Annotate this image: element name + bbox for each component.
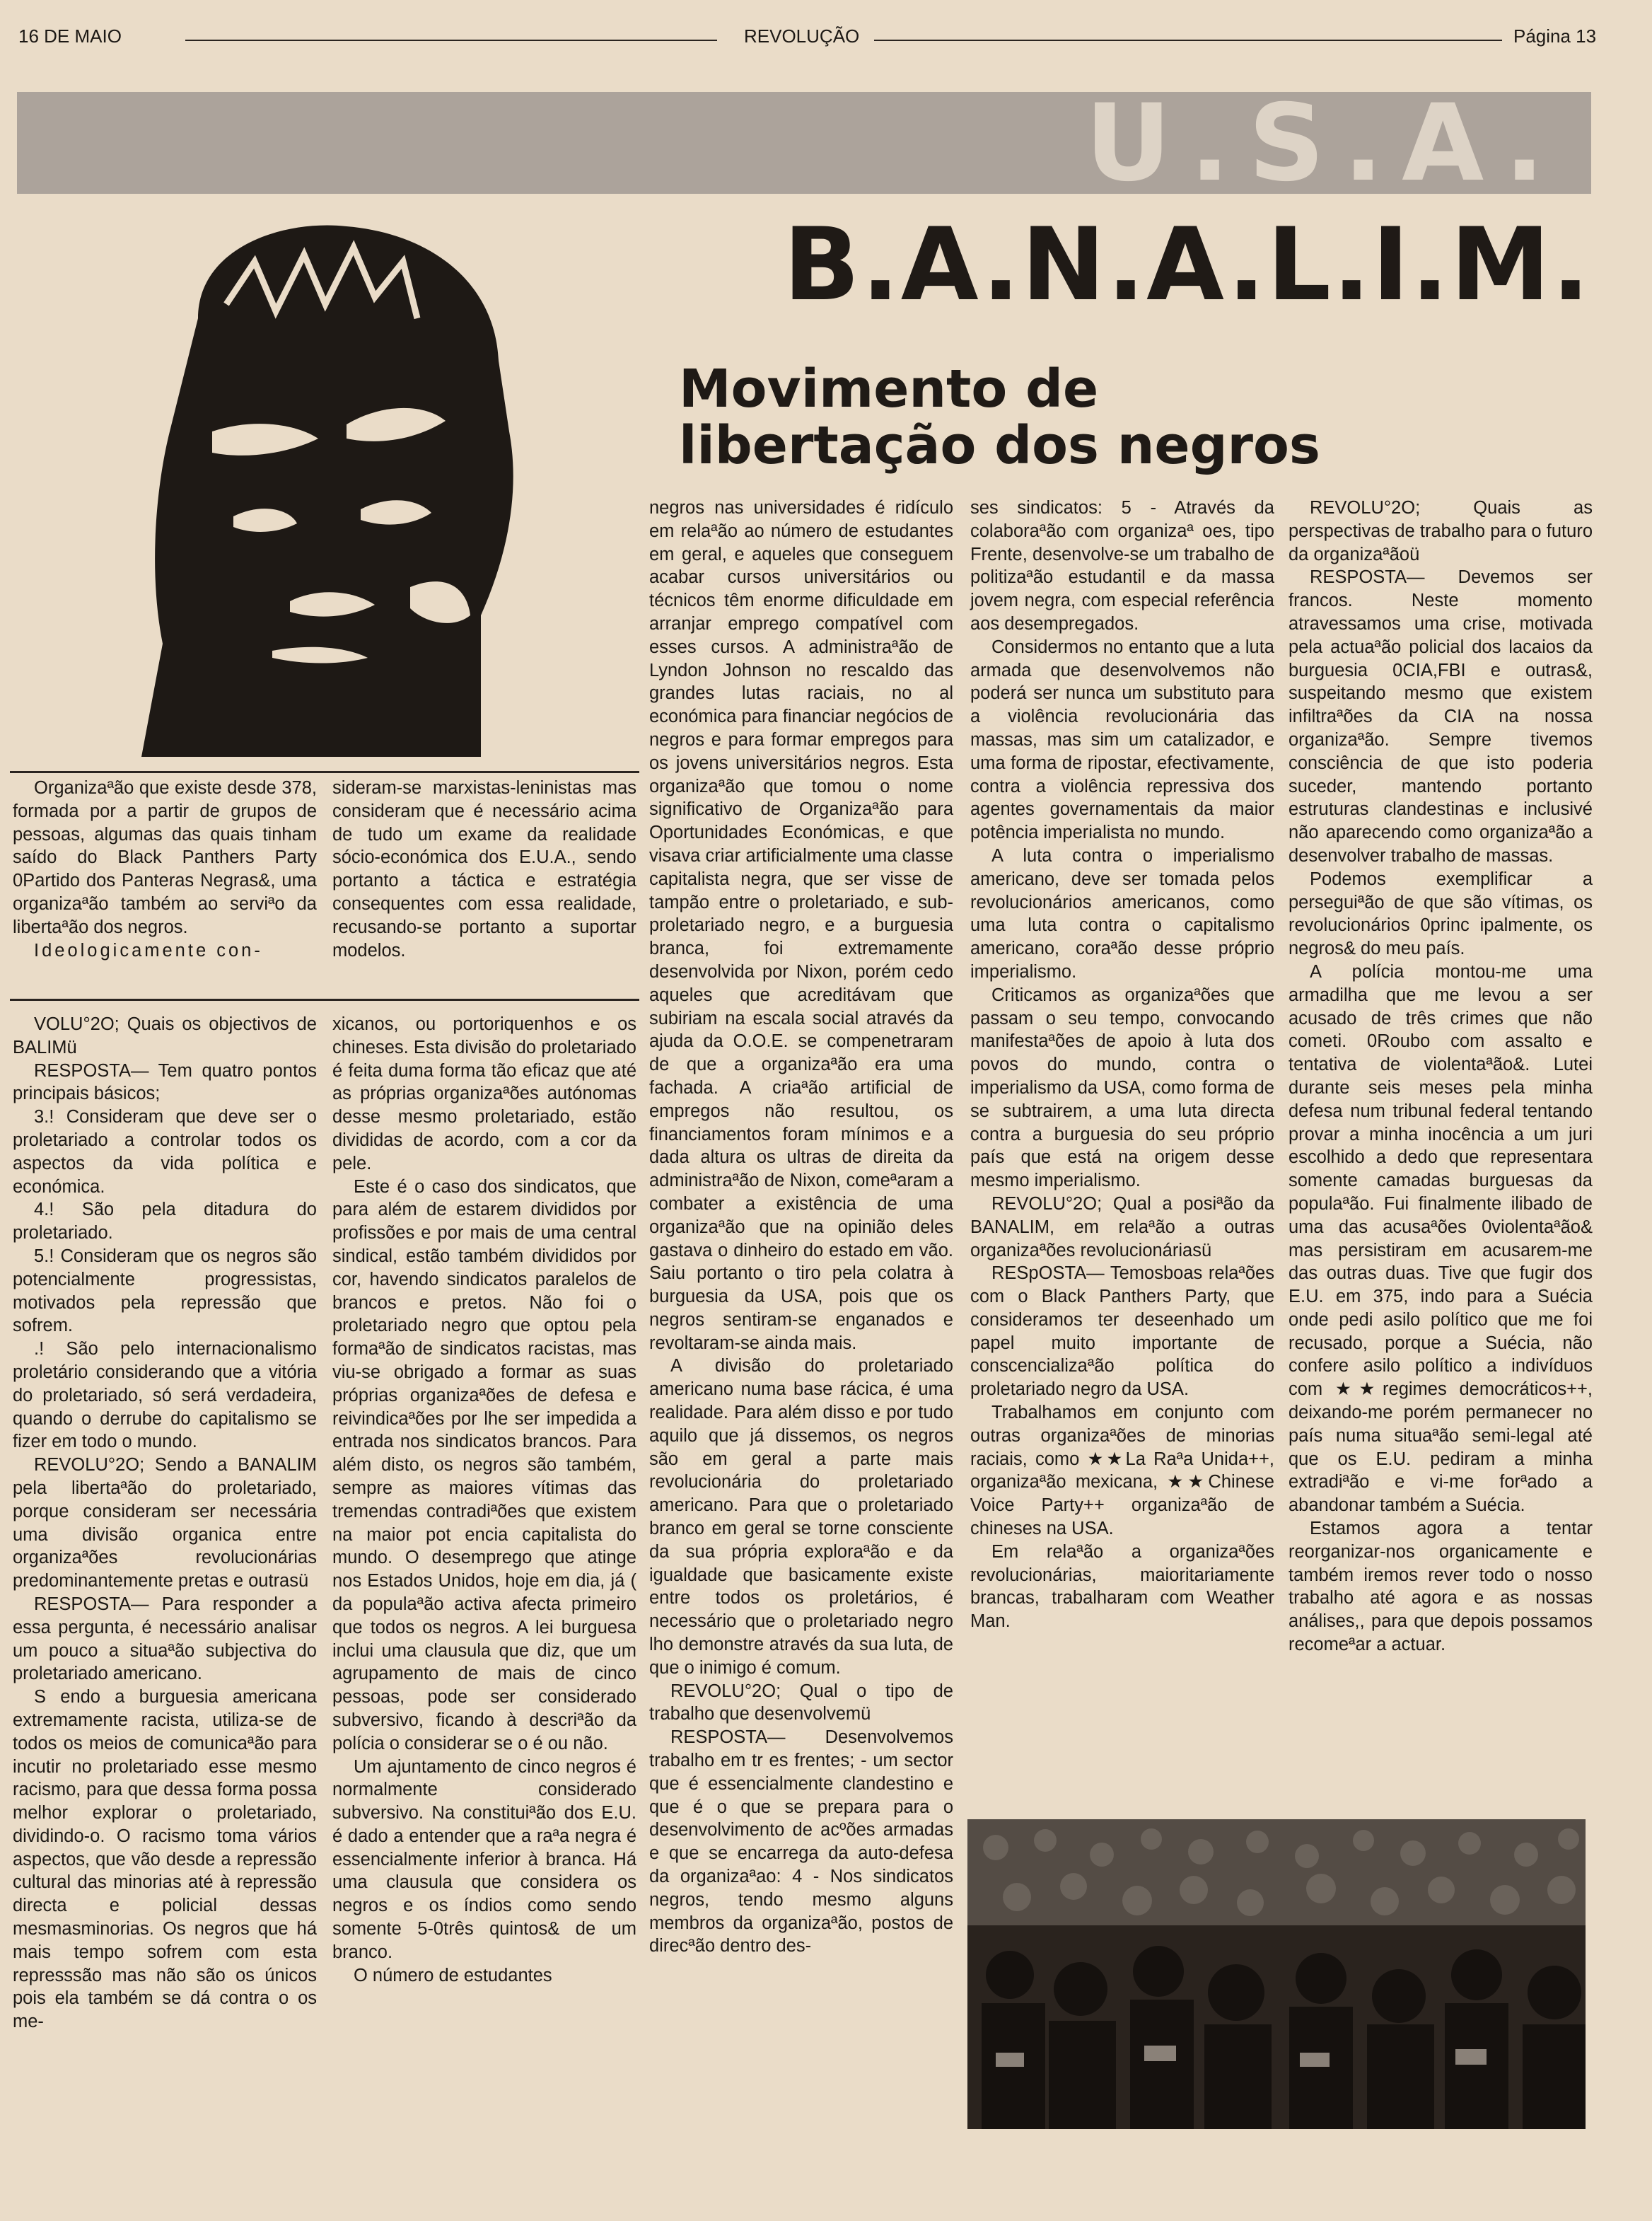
body-paragraph: xicanos, ou portoriquenhos e os chineses. Esta divisão do proletariado é feita duma forma tão eficaz que até as próprias organizaªões autónomas desse mesmo proletariado, estão divididas de acordo, com a cor da pele.	[332, 1014, 636, 1173]
body-column-5	[1289, 497, 1593, 1657]
body-paragraph: Considermos no entanto que a luta armada que desenvolvemos não poderá ser nunca um substituto para a violência revolucionária das massas, mas sim um catalizador, e uma forma de ripostar, efectivamente, contra a violência repressiva dos agentes governamentais da maior potência imperialista no mundo.	[970, 637, 1274, 843]
header-rule-left	[185, 40, 717, 41]
issue-date: 16 DE MAIO	[18, 25, 122, 47]
publication-name: REVOLUÇÃO	[744, 25, 860, 47]
body-paragraph: O número de estudantes	[354, 1965, 552, 1985]
body-paragraph: Podemos exemplificar a perseguiªão de que são vítimas, os revolucionários 0princ ipalmente, os negros& do meu país.	[1289, 869, 1593, 959]
subtitle-line-2: libertação dos negros	[679, 415, 1320, 476]
body-paragraph: Em relaªão a organizaªões revolucionárias, maioritariamente brancas, trabalharam com Weather Man.	[970, 1541, 1274, 1632]
body-column-2	[332, 1013, 636, 1987]
body-paragraph: Um ajuntamento de cinco negros é normalmente considerado subversivo. Na constituiªão dos E.U. é dado a entender que a raªa negra é essencialmente inferior à branca. Há uma clausula que considera os negros e os índios como sendo somente 5-0três quintos& de um branco.	[332, 1756, 636, 1962]
body-paragraph: REVOLU°2O; Sendo a BANALIM pela libertaªão do proletariado, porque consideram ser necessária uma divisão organica entre organizaªões revolucionárias predominantemente pretas e outrasü	[13, 1455, 317, 1591]
body-column-3	[649, 497, 953, 1958]
intro-bottom-rule	[10, 999, 639, 1001]
intro-column-1	[13, 777, 317, 962]
subtitle-line-1: Movimento de	[679, 359, 1099, 419]
body-paragraph: RESPOSTA— Tem quatro pontos principais básicos;	[13, 1060, 317, 1104]
portrait-illustration	[113, 219, 537, 762]
body-paragraph: A polícia montou-me uma armadilha que me levou a ser acusado de três crimes que não cometi. 0Roubo com assalto e tentativa de violentaªão&. Lutei durante seis meses pela minha defesa num tribunal federal tentando provar a minha inocência a um juri escolhido a dedo que representara somente camadas burguesas da populaªão. Fui finalmente ilibado de uma das acusaªões 0violentaªão& mas persistiram em acusarem-me das outras duas. Tive que fugir dos E.U. em 375, indo para a Suécia onde pedi asilo político que me foi recusado, porque a Suécia, não confere asilo político a indivíduos com ★★regimes democráticos++, deixando-me porém permanecer no país numa situaªão semi-legal até que os E.U. pediram a minha extradiªão e vi-me forªado a abandonar também a Suécia.	[1289, 961, 1593, 1516]
body-paragraph: S endo a burguesia americana extremamente racista, utiliza-se de todos os meios de comunicaªão para incutir no proletariado esse mesmo racismo, para que dessa forma possa melhor explorar o proletariado, dividindo-o. O racismo toma vários aspectos, que vão desde a repressão cultural das minorias até à repressão directa e policial dessas mesmasminorias. Os negros que há mais tempo sofrem com esta represssão mas não são os únicos pois ela também se dá contra o os me-	[13, 1687, 317, 2032]
body-paragraph: RESpOSTA— Temosboas relaªões com o Black Panthers Party, que consideramos ter deseenhado um papel muito importante de conscencializaªão política do proletariado negro da USA.	[970, 1263, 1274, 1400]
body-paragraph: VOLU°2O; Quais os objectivos de BALIMü	[13, 1014, 317, 1057]
intro-paragraph: Organizaªão que existe desde 378, formada por a partir de grupos de pessoas, algumas das quais tinham saído do Black Panthers Party 0Partido dos Panteras Negras&, uma organizaªão também ao serviªo da libertaªão dos negros.	[13, 778, 317, 937]
body-paragraph: Criticamos as organizaªões que passam o seu tempo, convocando manifestaªões de apoio à luta dos povos do mundo, contra o imperialismo da USA, como forma de se subtrairem, a uma luta directa contra a burguesia do seu próprio país que está na origem desse mesmo imperialismo.	[970, 985, 1274, 1191]
section-label: U.S.A.	[1085, 92, 1563, 194]
body-paragraph: RESPOSTA— Devemos ser francos. Neste momento atravessamos uma crise, motivada pela actuaªão policial dos lacaios da burguesia 0CIA,FBI e outras&, suspeitando mesmo que existem infiltraªões da CIA na nossa organizaªão. Sempre tivemos consciência de que isto poderia suceder, mantendo portanto estruturas clandestinas e inclusivé não aparecendo como organizaªão a desenvolver trabalho de massas.	[1289, 567, 1593, 866]
body-paragraph: 4.! São pela ditadura do proletariado.	[13, 1200, 317, 1243]
section-banner	[17, 92, 1591, 194]
intro-top-rule	[10, 771, 639, 773]
body-paragraph: .! São pelo internacionalismo proletário considerando que a vitória do proletariado, só será verdadeira, quando o derrube do capitalismo se fizer em todo o mundo.	[13, 1339, 317, 1452]
body-paragraph: RESPOSTA— Para responder a essa pergunta, é necessário analisar um pouco a situaªão subjectiva do proletariado americano.	[13, 1594, 317, 1684]
body-paragraph: ses sindicatos: 5 - Através da colaboraªão com organizaª oes, tipo Frente, desenvolve-se um trabalho de politizaªão estudantil e da massa jovem negra, com especial referência aos desempregados.	[970, 498, 1274, 634]
body-paragraph: negros nas universidades é ridículo em relaªão ao número de estudantes em geral, e aqueles que conseguem acabar cursos universitários ou técnicos têm enorme dificuldade em arranjar emprego compatível com esses cursos. A administraªão de Lyndon Johnson no rescaldo das grandes lutas raciais, no al económica para financiar negócios de negros e para formar empregos para os jovens universitários negros. Esta organizaªão que tomou o nome significativo de Organizaªão para Oportunidades Económicas, e que visava criar artificialmente uma classe capitalista negra, que ser visse de tampão entre o proletariado, e sub-proletariado negro, e a burguesia branca, foi extremamente desenvolvida por Nixon, porém cedo aqueles que acreditávam que subiriam na escala social através da ajuda da O.O.E. se compenetraram de que a organizaªão era uma fachada. A criaªão artificial de empregos não resultou, os financiamentos foram mínimos e a dada altura os ultras de direita da administraªão de Nixon, comeªaram a combater a existência de uma organizaªão que na opinião deles gastava o dinheiro do estado em vão. Saiu portanto o tiro pela colatra à burguesia da USA, pois que os negros sentiram-se enganados e revoltaram-se ainda mais.	[649, 498, 953, 1353]
body-paragraph: 5.! Consideram que os negros são potencialmente progressistas, motivados pela repressão que sofrem.	[13, 1246, 317, 1336]
body-paragraph: Estamos agora a tentar reorganizar-nos organicamente e também iremos rever todo o nosso trabalho até agora e as nossas análises,, para que depois possamos recomeªar a actuar.	[1289, 1519, 1593, 1655]
intro-paragraph: Ideologicamente con-	[34, 940, 263, 961]
body-column-4	[970, 497, 1274, 1633]
body-paragraph: REVOLU°2O; Qual a posiªão da BANALIM, em relaªão a outras organizaªões revolucionáriasü	[970, 1193, 1274, 1260]
article-title: B.A.N.A.L.I.M.	[783, 207, 1591, 323]
article-subtitle	[679, 361, 1528, 474]
body-paragraph: Trabalhamos em conjunto com outras organizaªões de minorias raciais, como ★★La Raªa Unida++, organizaªão mexicana, ★★Chinese Voice Party++ organizaªão de chineses na USA.	[970, 1403, 1274, 1539]
body-paragraph: Este é o caso dos sindicatos, que para além de estarem divididos por profissões e por mais de uma central sindical, estão também divididos por cor, havendo sindicatos paralelos de brancos e pretos. Não foi o proletariado negro que optou pela formaªão de sindicatos racistas, mas viu-se obrigado a formar as suas próprias organizaªões de defesa e reivindicaªões por lhe ser impedida a entrada nos sindicatos brancos. Para além disto, os negros são também, sempre as maiores vítimas das tremendas contradiªões que existem na maior pot encia capitalista do mundo. O desemprego que atinge nos Estados Unidos, hoje em dia, já ( da populaªão activa afecta primeiro que todos os negros. A lei burguesa inclui uma clausula que diz, que um agrupamento de mais de cinco pessoas, pode ser considerado subversivo, ficando à descriªão da polícia o considerar se o é ou não.	[332, 1176, 636, 1753]
body-paragraph: A luta contra o imperialismo americano, deve ser tomada pelos revolucionários americanos, como uma luta contra o capitalismo americano, coraªão desse próprio imperialismo.	[970, 845, 1274, 982]
body-column-1	[13, 1013, 317, 2034]
crowd-photo	[967, 1819, 1586, 2129]
intro-paragraph: sideram-se marxistas-leninistas mas consideram que é necessário acima de tudo um exame da realidade sócio-económica dos E.U.A., sendo portanto a táctica e estratégia consequentes com essa realidade, recusando-se portanto a suportar modelos.	[332, 778, 636, 961]
intro-column-2	[332, 777, 636, 962]
header-rule-right	[874, 40, 1502, 41]
body-paragraph: 3.! Consideram que deve ser o proletariado a controlar todos os aspectos da vida política e económica.	[13, 1107, 317, 1197]
body-paragraph: A divisão do proletariado americano numa base rácica, é uma realidade. Para além disso e por tudo aquilo que já dissemos, os negros são em geral a parte mais revolucionária do proletariado americano. Para que o proletariado branco em geral se torne consciente da sua própria exploraªão e da igualdade que basicamente existe entre todos os proletários, é necessário que o proletariado negro lho demonstre através da sua luta, de que o inimigo é comum.	[649, 1356, 953, 1678]
page-number: Página 13	[1513, 25, 1597, 47]
body-paragraph: REVOLU°2O; Qual o tipo de trabalho que desenvolvemü	[649, 1681, 953, 1724]
body-paragraph: REVOLU°2O; Quais as perspectivas de trabalho para o futuro da organizaªãoü	[1289, 498, 1593, 564]
body-paragraph: RESPOSTA— Desenvolvemos trabalho em tr es frentes; - um sector que é essencialmente clandestino e que é o que se prepara para o desenvolvimento de acºões armadas e que se encarrega da auto-defesa da organizaªao: 4 - Nos sindicatos negros, tendo mesmo alguns membros da organizaªão, postos de direcªão dentro des-	[649, 1727, 953, 1956]
